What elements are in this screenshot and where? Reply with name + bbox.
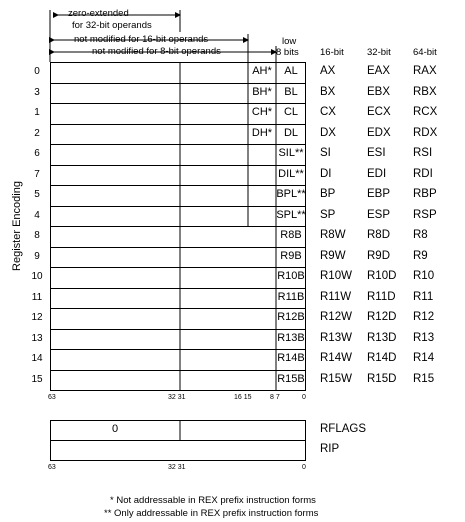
register-64bit-name: R12 <box>413 311 435 324</box>
register-row <box>0 226 465 247</box>
register-row <box>0 185 465 206</box>
register-32bit-name: ESI <box>367 147 386 160</box>
register-high8: BH* <box>252 85 272 98</box>
bit-label-3: 8 7 <box>270 394 280 401</box>
bit-label-1: 32 31 <box>168 394 186 401</box>
register-low8: BL <box>284 85 298 98</box>
register-64bit-name: RAX <box>413 65 437 78</box>
register-16bit-name: BX <box>320 85 336 98</box>
register-64bit-name: R15 <box>413 372 435 385</box>
register-encoding: 2 <box>34 127 40 139</box>
col-64bit-header: 64-bit <box>413 47 437 58</box>
register-32bit-name: EBX <box>367 85 391 98</box>
register-64bit-name: RDI <box>413 167 433 180</box>
register-row <box>0 308 465 329</box>
zero-extended-sublabel: for 32-bit operands <box>72 20 152 31</box>
register-box <box>50 226 306 248</box>
register-row <box>0 62 465 83</box>
register-encoding: 8 <box>34 230 40 242</box>
col-32bit-header: 32-bit <box>367 47 391 58</box>
register-32bit-name: R14D <box>367 352 397 365</box>
register-64bit-name: R9 <box>413 249 428 262</box>
footnote-single-star: * Not addressable in REX prefix instruction forms <box>110 495 316 506</box>
register-row <box>0 206 465 227</box>
register-16bit-name: R11W <box>320 290 352 303</box>
register-row <box>0 247 465 268</box>
register-low8: CL <box>283 106 299 119</box>
register-encoding: 1 <box>34 107 40 119</box>
register-row <box>0 267 465 288</box>
register-encoding: 13 <box>31 332 43 344</box>
register-low8: R12B <box>277 311 305 324</box>
special-register-name: RFLAGS <box>320 423 367 435</box>
register-encoding: 10 <box>31 271 43 283</box>
bit-label-2: 16 15 <box>234 394 252 401</box>
register-encoding: 3 <box>34 86 40 98</box>
register-32bit-name: R10D <box>367 270 397 283</box>
register-encoding: 11 <box>31 291 43 303</box>
register-box <box>50 247 306 269</box>
register-32bit-name: EDI <box>367 167 387 180</box>
register-low8: SIL** <box>278 147 304 160</box>
register-row <box>0 124 465 145</box>
register-encoding-axis-label: Register Encoding <box>11 181 23 271</box>
register-encoding: 15 <box>31 373 43 385</box>
register-box <box>50 308 306 330</box>
register-row <box>0 83 465 104</box>
bit-label-bottom-2: 0 <box>302 464 306 471</box>
register-low8: R13B <box>277 331 305 344</box>
register-low8: R14B <box>277 352 305 365</box>
register-box <box>50 206 306 228</box>
register-box <box>50 349 306 371</box>
register-encoding: 6 <box>34 148 40 160</box>
register-32bit-name: R8D <box>367 229 391 242</box>
register-32bit-name: R12D <box>367 311 397 324</box>
register-16bit-name: BP <box>320 188 336 201</box>
register-box <box>50 288 306 310</box>
register-32bit-name: R13D <box>367 331 397 344</box>
register-32bit-name: R15D <box>367 372 397 385</box>
register-16bit-name: R10W <box>320 270 352 283</box>
register-low8: DL <box>283 126 299 139</box>
register-box <box>50 370 306 392</box>
register-low8: R8B <box>280 229 302 242</box>
special-register-box <box>50 440 306 461</box>
register-64bit-name: RSI <box>413 147 433 160</box>
register-64bit-name: RSP <box>413 208 437 221</box>
not-modified-8-label: not modified for 8-bit operands <box>92 46 221 57</box>
register-row <box>0 144 465 165</box>
register-16bit-name: R8W <box>320 229 346 242</box>
register-16bit-name: SI <box>320 147 331 160</box>
register-64bit-name: R10 <box>413 270 435 283</box>
register-32bit-name: R9D <box>367 249 391 262</box>
register-row <box>0 329 465 350</box>
register-16bit-name: SP <box>320 208 336 221</box>
bit-label-4: 0 <box>302 394 306 401</box>
register-encoding: 14 <box>31 353 43 365</box>
register-encoding: 5 <box>34 189 40 201</box>
register-low8: DIL** <box>278 167 304 180</box>
register-row <box>0 103 465 124</box>
register-low8: AL <box>284 65 298 78</box>
register-32bit-name: R11D <box>367 290 396 303</box>
register-32bit-name: EBP <box>367 188 391 201</box>
register-32bit-name: ECX <box>367 106 391 119</box>
register-64bit-name: R11 <box>413 290 434 303</box>
register-row <box>0 165 465 186</box>
register-64bit-name: RDX <box>413 126 438 139</box>
register-high8: DH* <box>251 126 273 139</box>
register-encoding: 9 <box>34 250 40 262</box>
col-16bit-header: 16-bit <box>320 47 344 58</box>
register-row <box>0 349 465 370</box>
register-low8: R10B <box>277 270 305 283</box>
register-low8: R11B <box>277 290 305 303</box>
register-box <box>50 144 306 166</box>
register-box <box>50 185 306 207</box>
register-16bit-name: R14W <box>320 352 352 365</box>
register-32bit-name: EAX <box>367 65 391 78</box>
zero-extended-label: zero-extended <box>68 8 129 19</box>
register-16bit-name: CX <box>320 106 336 119</box>
register-16bit-name: R9W <box>320 249 346 262</box>
register-encoding: 4 <box>34 209 40 221</box>
register-low8: BPL** <box>276 188 306 201</box>
register-high8: AH* <box>252 65 272 78</box>
not-modified-16-label: not modified for 16-bit operands <box>74 34 209 45</box>
register-16bit-name: DX <box>320 126 336 139</box>
register-32bit-name: EDX <box>367 126 391 139</box>
register-64bit-name: RBP <box>413 188 437 201</box>
register-64bit-name: RBX <box>413 85 437 98</box>
register-encoding: 12 <box>31 312 43 324</box>
register-32bit-name: ESP <box>367 208 391 221</box>
special-register-upper-value: 0 <box>111 423 119 435</box>
register-row <box>0 288 465 309</box>
register-box <box>50 165 306 187</box>
register-encoding: 7 <box>34 168 40 180</box>
bit-label-0: 63 <box>48 394 56 401</box>
register-16bit-name: AX <box>320 65 336 78</box>
register-64bit-name: R8 <box>413 229 428 242</box>
register-64bit-name: R14 <box>413 352 435 365</box>
bit-label-bottom-0: 63 <box>48 464 56 471</box>
register-16bit-name: R13W <box>320 331 352 344</box>
register-16bit-name: DI <box>320 167 332 180</box>
register-low8: R15B <box>277 372 305 385</box>
low8-header-line1: low <box>282 36 297 47</box>
register-low8: R9B <box>280 249 302 262</box>
register-row <box>0 370 465 391</box>
bit-label-bottom-1: 32 31 <box>168 464 186 471</box>
register-64bit-name: R13 <box>413 331 435 344</box>
low8-header-line2: 8 bits <box>276 47 299 58</box>
register-box <box>50 329 306 351</box>
register-low8: SPL** <box>276 208 306 221</box>
register-64bit-name: RCX <box>413 106 438 119</box>
register-16bit-name: R12W <box>320 311 352 324</box>
register-high8: CH* <box>251 106 273 119</box>
special-register-name: RIP <box>320 443 340 455</box>
register-box <box>50 267 306 289</box>
register-encoding: 0 <box>34 66 40 78</box>
footnote-double-star: ** Only addressable in REX prefix instruction forms <box>104 508 319 519</box>
register-16bit-name: R15W <box>320 372 352 385</box>
